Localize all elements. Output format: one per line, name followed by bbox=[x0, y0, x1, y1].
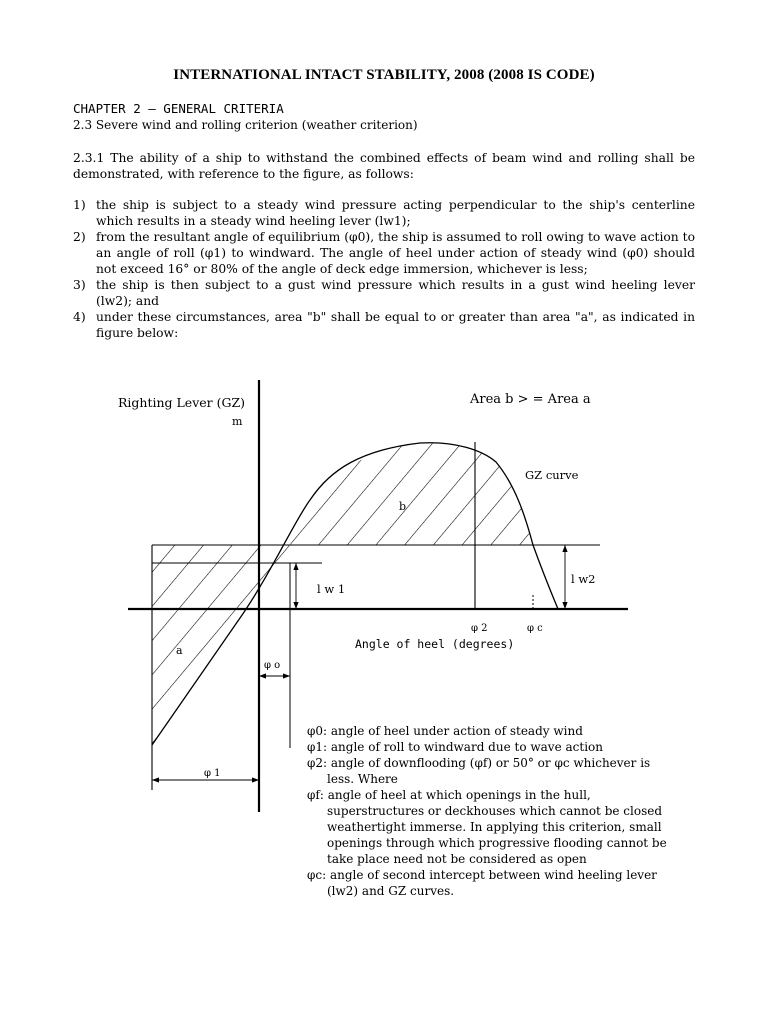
lw1-label: l w 1 bbox=[317, 582, 346, 596]
chapter-heading: CHAPTER 2 – GENERAL CRITERIA bbox=[73, 101, 284, 116]
list-text: the ship is subject to a steady wind pressure acting perpendicular to the ship's centerline which results in a steady wind heeling lever (lw1); bbox=[96, 198, 695, 228]
legend-phi2: φ2: angle of downflooding (φf) or 50° or φc whichever is bbox=[307, 756, 651, 770]
list-number: 1) bbox=[73, 198, 86, 212]
y-axis-unit: m bbox=[232, 415, 243, 428]
phic-label: φ c bbox=[527, 623, 543, 634]
phi2-label: φ 2 bbox=[471, 623, 488, 634]
legend-phic: φc: angle of second intercept between wind heeling lever bbox=[307, 868, 657, 882]
list-item bbox=[73, 197, 695, 229]
list-item bbox=[73, 277, 695, 309]
legend-phic-cont: (lw2) and GZ curves. bbox=[327, 884, 455, 898]
phi1-label: φ 1 bbox=[204, 768, 221, 779]
legend-phif: φf: angle of heel at which openings in the hull, bbox=[307, 788, 591, 802]
lw2-label: l w2 bbox=[571, 572, 596, 586]
legend-phif-cont: openings through which progressive flooding cannot be bbox=[327, 836, 667, 850]
list-item bbox=[73, 229, 695, 277]
list-text: under these circumstances, area "b" shall be equal to or greater than area "a", as indicated in figure below: bbox=[96, 310, 695, 340]
list-item bbox=[73, 309, 695, 341]
area-b-label: b bbox=[399, 500, 407, 513]
y-axis-label: Righting Lever (GZ) bbox=[118, 395, 246, 410]
list-number: 3) bbox=[73, 278, 86, 292]
legend-phif-cont: take place need not be considered as open bbox=[327, 852, 587, 866]
intro-paragraph: 2.3.1 The ability of a ship to withstand the combined effects of beam wind and rolling shall be demonstrated, with reference to the figure, as follows: bbox=[73, 151, 695, 181]
phi0-label: φ o bbox=[264, 660, 281, 671]
area-note: Area b > = Area a bbox=[470, 392, 591, 407]
legend-phif-cont: superstructures or deckhouses which cannot be closed bbox=[327, 804, 663, 818]
list-text: the ship is then subject to a gust wind pressure which results in a gust wind heeling lever (lw2); and bbox=[96, 278, 695, 308]
criteria-list bbox=[73, 197, 695, 341]
area-a-label: a bbox=[176, 644, 183, 657]
legend-phif-cont: weathertight immerse. In applying this criterion, small bbox=[327, 820, 662, 834]
symbol-legend bbox=[307, 723, 695, 899]
list-number: 2) bbox=[73, 230, 86, 244]
section-heading: 2.3 Severe wind and rolling criterion (weather criterion) bbox=[73, 118, 418, 132]
legend-phi1: φ1: angle of roll to windward due to wave action bbox=[307, 740, 603, 754]
gz-curve-label: GZ curve bbox=[525, 468, 579, 482]
x-axis-label: Angle of heel (degrees) bbox=[355, 637, 515, 651]
legend-phi0: φ0: angle of heel under action of steady wind bbox=[307, 724, 583, 738]
area-b-hatch bbox=[280, 430, 550, 550]
list-number: 4) bbox=[73, 310, 86, 324]
document-title: INTERNATIONAL INTACT STABILITY, 2008 (2008 IS CODE) bbox=[173, 67, 595, 83]
legend-phi2-cont: less. Where bbox=[327, 772, 398, 786]
list-text: from the resultant angle of equilibrium (φ0), the ship is assumed to roll owing to wave action to an angle of roll (φ1) to windward. The angle of heel under action of steady wind (φ0) should not exceed 16° or 80% of the angle of deck edge immersion, whichever is less; bbox=[96, 230, 695, 276]
